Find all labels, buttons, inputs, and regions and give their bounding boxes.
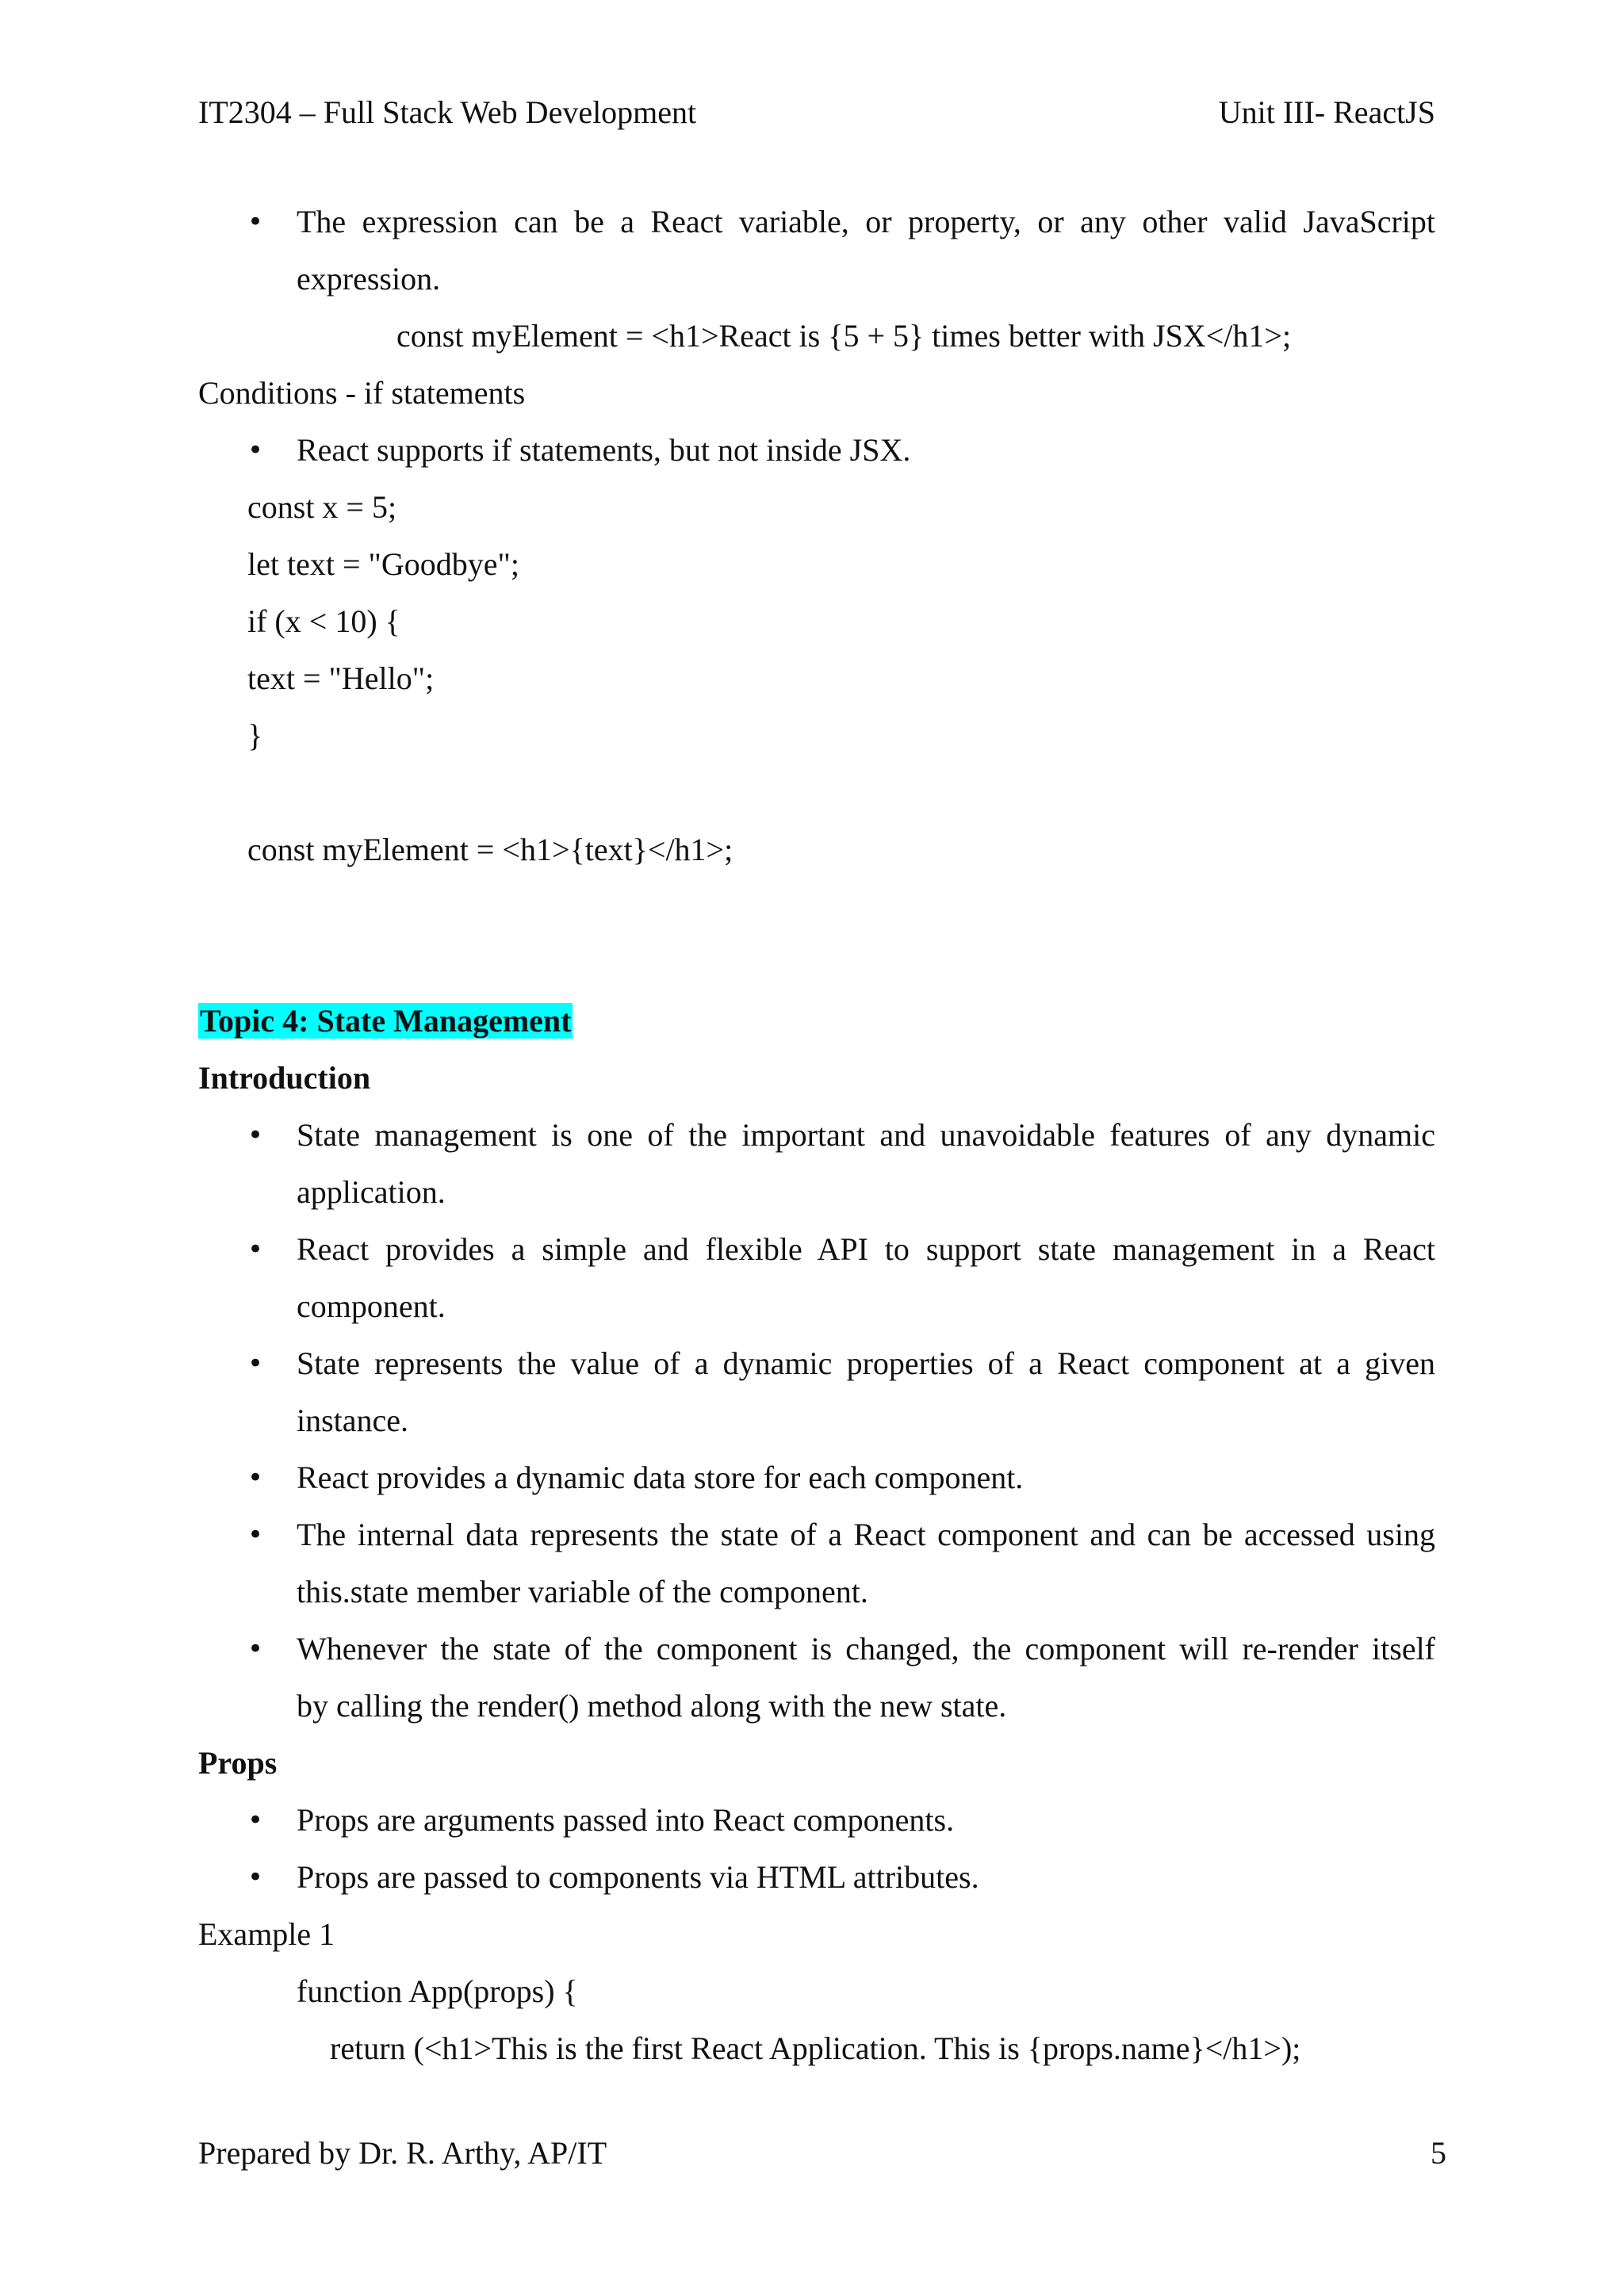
document-body [198,193,1435,2077]
code-expression: const myElement = <h1>React is {5 + 5} times better with JSX</h1>; [396,318,1292,354]
spacer [198,878,1435,993]
code-line: if (x < 10) { [247,603,400,639]
unit-title: Unit III- ReactJS [1218,94,1435,130]
bullet-line: • React provides a simple and flexible API to support state management in a React [297,1231,1435,1267]
bullet-state-6 [198,1621,1435,1735]
introduction-heading: Introduction [198,1060,371,1096]
bullet-line: • Whenever the state of the component is changed, the component will re-render itself [297,1631,1435,1667]
topic-4-title: Topic 4: State Management [200,1003,572,1039]
bullet-state-4 [198,1449,1435,1506]
conditions-heading: Conditions - if statements [198,375,526,411]
spacer [198,764,1435,821]
page-number: 5 [1431,2135,1446,2171]
bullet-line: application. [297,1174,446,1210]
bullet-state-3 [198,1335,1435,1449]
bullet-if-statements [198,422,1435,479]
bullet-line: • React provides a dynamic data store for each component. [297,1460,1024,1495]
bullet-if-text: • React supports if statements, but not inside JSX. [297,432,911,468]
prepared-by: Prepared by Dr. R. Arthy, AP/IT [198,2135,607,2171]
example-heading: Example 1 [198,1916,335,1952]
bullet-props-1 [198,1792,1435,1849]
bullet-line: by calling the render() method along with the new state. [297,1688,1007,1724]
topic-heading-row [198,993,1435,1050]
bullet-state-5 [198,1506,1435,1621]
bullet-line: this.state member variable of the component. [297,1574,868,1609]
page-header [198,94,1435,141]
bullet-line: • Props are passed to components via HTML attributes. [297,1859,979,1895]
code-line: } [247,718,263,753]
bullet-line: • State management is one of the important and unavoidable features of any dynamic [297,1117,1435,1153]
code-function: function App(props) { [297,1973,578,2009]
page-footer [198,2134,1446,2182]
bullet-line: • The internal data represents the state of a React component and can be accessed using [297,1517,1435,1552]
bullet-line: • State represents the value of a dynamic properties of a React component at a given [297,1345,1435,1381]
code-line: let text = "Goodbye"; [247,546,519,582]
bullet-expression-line1: • The expression can be a React variable, or property, or any other valid JavaScript [297,204,1435,239]
bullet-state-1 [198,1107,1435,1221]
code-return: return (<h1>This is the first React Application. This is {props.name}</h1>); [330,2030,1301,2066]
code-line: const x = 5; [247,489,397,525]
props-heading: Props [198,1745,278,1781]
bullet-props-2 [198,1849,1435,1906]
bullet-expression [198,193,1435,308]
bullet-line: component. [297,1288,446,1324]
bullet-expression-line2: expression. [297,261,441,297]
code-line: text = "Hello"; [247,660,435,696]
bullet-line: • Props are arguments passed into React components. [297,1802,955,1838]
bullet-state-2 [198,1221,1435,1335]
course-title: IT2304 – Full Stack Web Development [198,94,697,130]
code-element: const myElement = <h1>{text}</h1>; [247,832,733,867]
bullet-line: instance. [297,1402,409,1438]
